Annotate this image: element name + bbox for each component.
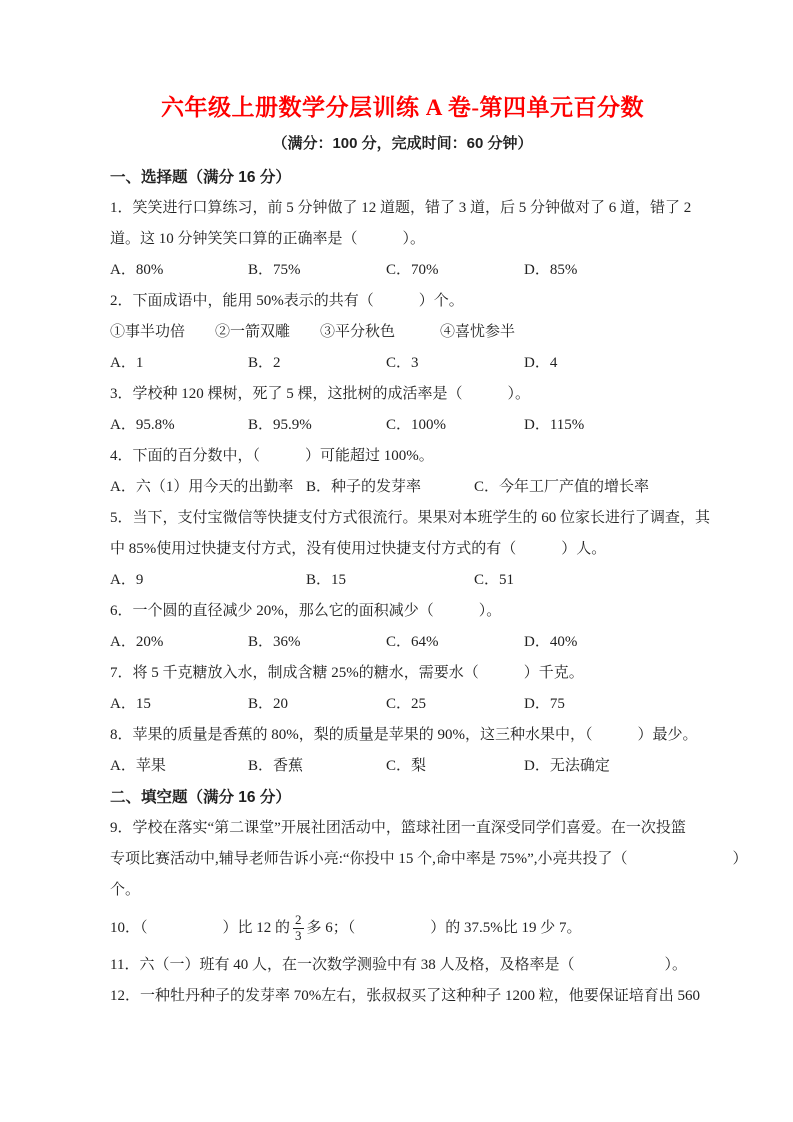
question-3-option-d: D．115% [524,417,585,433]
question-9-line-1: 9．学校在落实“第二课堂”开展社团活动中，篮球社团一直深受同学们喜爱。在一次投篮 [110,820,686,836]
question-2-option-c: C．3 [386,355,419,371]
question-1-option-d: D．85% [524,262,578,278]
question-3-line-1: 3．学校种 120 棵树，死了 5 棵，这批树的成活率是（ ）。 [110,386,531,402]
question-3-option-a: A．95.8% [110,417,175,433]
question-4-option-c: C．今年工厂产值的增长率 [474,479,650,495]
question-2-option-a: A．1 [110,355,144,371]
question-5-option-c: C．51 [474,572,515,588]
question-10-text-before: 10．（ ）比 12 的 [110,919,291,936]
question-1-line-1: 1．笑笑进行口算练习，前 5 分钟做了 12 道题，错了 3 道，后 5 分钟做对了 6 道，错了 2 [110,200,692,216]
question-6-line-1: 6．一个圆的直径减少 20%，那么它的面积减少（ ）。 [110,603,502,619]
question-4-line-1: 4．下面的百分数中，（ ）可能超过 100%。 [110,448,434,464]
question-7-option-a: A．15 [110,696,151,712]
question-4-options [110,472,695,503]
question-3-options [110,410,695,441]
question-11-line-1: 11．六（一）班有 40 人，在一次数学测验中有 38 人及格，及格率是（ ）。 [110,957,687,973]
fraction-denominator: 3 [295,927,302,943]
question-12-line-1: 12．一种牡丹种子的发芽率 70%左右，张叔叔买了这种种子 1200 粒，他要保证培育出 560 [110,988,700,1004]
question-7-options [110,689,695,720]
question-7-line-1: 7．将 5 千克糖放入水，制成含糖 25%的糖水，需要水（ ）千克。 [110,665,584,681]
question-7-option-b: B．20 [248,696,289,712]
question-2-option-d: D．4 [524,355,558,371]
question-5-option-a: A．9 [110,572,144,588]
question-5-line-1: 5．当下，支付宝微信等快捷支付方式很流行。果果对本班学生的 60 位家长进行了调查，其 [110,510,711,526]
question-10-line [110,906,695,950]
question-6-options [110,627,695,658]
question-6-option-c: C．64% [386,634,439,650]
fraction-two-thirds [293,913,304,943]
question-1-line-2: 道。这 10 分钟笑笑口算的正确率是（ ）。 [110,231,426,247]
question-7-option-c: C．25 [386,696,427,712]
question-1-option-a: A．80% [110,262,164,278]
exam-meta-subtitle: （满分：100 分，完成时间：60 分钟） [272,135,533,152]
question-2-line-1: 2．下面成语中，能用 50%表示的共有（ ）个。 [110,293,464,309]
question-4-option-a: A．六（1）用今天的出勤率 [110,479,294,495]
page-title: 六年级上册数学分层训练 A 卷-第四单元百分数 [161,95,644,120]
question-2-idioms: ①事半功倍 ②一箭双雕 ③平分秋色 ④喜忧参半 [110,324,516,340]
question-8-option-c: C．梨 [386,758,427,774]
question-2-option-b: B．2 [248,355,281,371]
question-8-option-b: B．香蕉 [248,758,304,774]
question-4-option-b: B．种子的发芽率 [306,479,422,495]
question-10-text-after: 多 6；（ ）的 37.5%比 19 少 7。 [306,919,582,936]
question-6-option-a: A．20% [110,634,164,650]
section-2-heading: 二、填空题（满分 16 分） [110,789,291,806]
question-3-option-b: B．95.9% [248,417,312,433]
question-1-option-b: B．75% [248,262,301,278]
question-6-option-b: B．36% [248,634,301,650]
question-1-options [110,255,695,286]
question-8-option-a: A．苹果 [110,758,166,774]
question-9-line-3: 个。 [110,882,141,898]
question-7-option-d: D．75 [524,696,565,712]
section-1-heading: 一、选择题（满分 16 分） [110,169,291,186]
question-8-option-d: D．无法确定 [524,758,610,774]
fraction-numerator: 2 [295,912,302,928]
question-8-line-1: 8．苹果的质量是香蕉的 80%，梨的质量是苹果的 90%，这三种水果中，（ ）最少。 [110,727,698,743]
question-1-option-c: C．70% [386,262,439,278]
question-8-options [110,751,695,782]
question-2-options [110,348,695,379]
question-5-option-b: B．15 [306,572,347,588]
question-3-option-c: C．100% [386,417,447,433]
question-6-option-d: D．40% [524,634,578,650]
question-5-options [110,565,695,596]
question-9-line-2: 专项比赛活动中,辅导老师告诉小亮:“你投中 15 个,命中率是 75%”,小亮共投了（ ） [110,851,748,867]
question-5-line-2: 中 85%使用过快捷支付方式，没有使用过快捷支付方式的有（ ）人。 [110,541,607,557]
